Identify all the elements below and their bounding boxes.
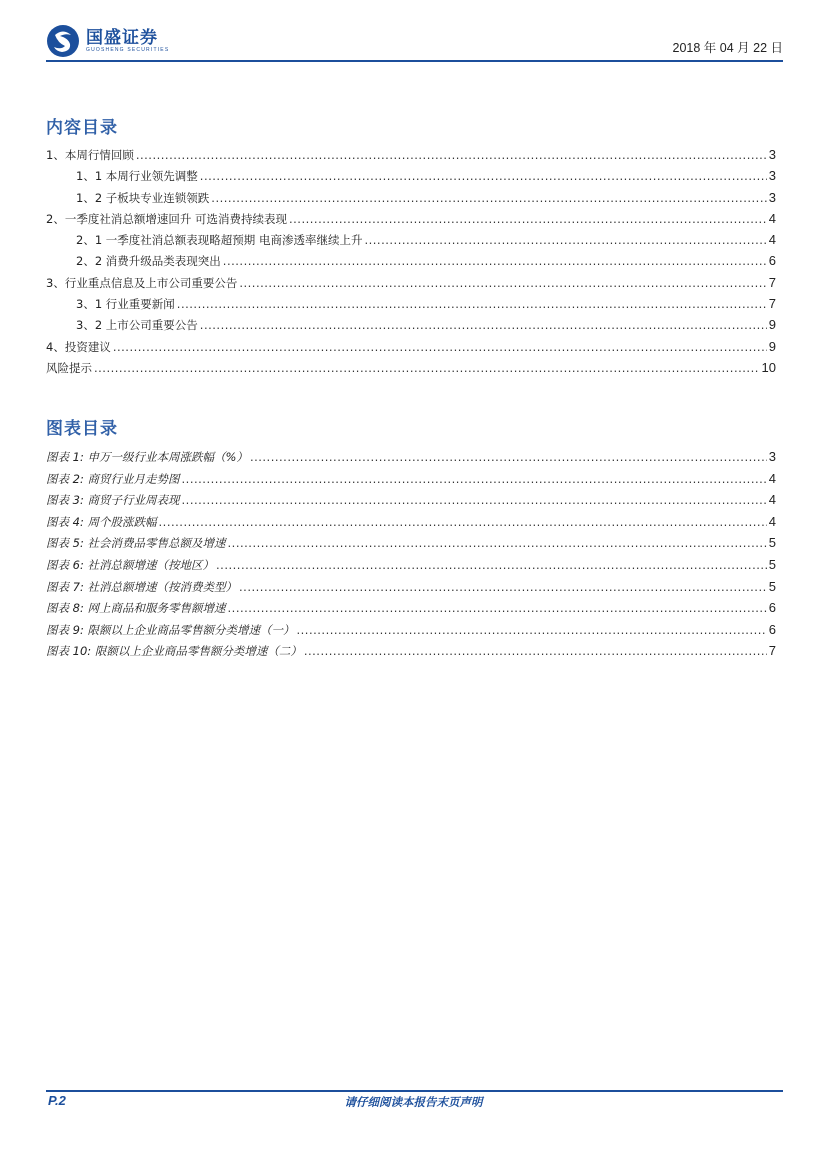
toc-entry-page: 7 [768,296,776,312]
toc-entry-label: 2、1 一季度社消总额表现略超预期 电商渗透率继续上升 [76,233,363,248]
leader-dots [250,450,767,464]
leader-dots [223,254,767,268]
toc-entry-page: 9 [768,317,776,333]
leader-dots [216,558,767,572]
toc-entry[interactable] [46,253,776,274]
logo-english-name: GUOSHENG SECURITIES [86,46,170,53]
leader-dots [182,493,767,507]
toc-entry-label: 3、1 行业重要新闻 [76,297,175,312]
figure-entry[interactable] [46,471,776,493]
figures-list [46,449,776,665]
leader-dots [228,536,767,550]
figure-entry[interactable] [46,535,776,557]
figure-entry-page: 4 [768,492,776,508]
toc-entry[interactable] [46,339,776,360]
report-date: 2018 年 04 月 22 日 [672,41,783,55]
logo-icon [46,24,80,58]
figure-entry[interactable] [46,643,776,665]
leader-dots [200,169,767,183]
figure-entry-label: 图表 3: 商贸子行业周表现 [46,493,180,508]
toc-entry-page: 7 [768,274,776,290]
toc-entry[interactable] [46,360,776,381]
toc-entry-label: 1、2 子板块专业连锁领跌 [76,190,210,205]
figure-entry[interactable] [46,449,776,471]
figure-entry[interactable] [46,622,776,644]
leader-dots [289,212,767,226]
footer-divider [46,1090,783,1092]
figure-entry-label: 图表 9: 限额以上企业商品零售额分类增速（一） [46,622,295,637]
figure-entry-page: 3 [768,449,776,464]
leader-dots [239,276,766,290]
figure-entry[interactable] [46,579,776,601]
toc-entry[interactable] [46,211,776,232]
leader-dots [159,515,767,529]
leader-dots [136,148,767,162]
logo-chinese-name: 国盛证券 [86,27,158,48]
leader-dots [113,340,767,354]
toc-entry-page: 4 [768,210,776,226]
toc-entry-page: 3 [768,147,776,162]
figure-entry-label: 图表 8: 网上商品和服务零售额增速 [46,601,226,616]
disclaimer-note: 请仔细阅读本报告末页声明 [344,1095,483,1109]
figure-entry-page: 4 [768,513,776,529]
leader-dots [211,191,766,205]
toc-entry[interactable] [46,296,776,317]
toc-entry-label: 1、本周行情回顾 [46,148,134,162]
toc-entry-page: 4 [768,232,776,248]
contents-list [46,147,776,381]
toc-entry[interactable] [46,190,776,211]
toc-entry[interactable] [46,168,776,189]
toc-entry-label: 风险提示 [46,360,92,375]
leader-dots [239,580,767,594]
figure-entry[interactable] [46,600,776,622]
leader-dots [228,601,767,615]
contents-title: 内容目录 [46,118,118,138]
figure-entry-label: 图表 1: 申万一级行业本周涨跌幅（%） [46,450,248,464]
figure-entry-page: 6 [768,600,776,616]
figure-entry-label: 图表 4: 周个股涨跌幅 [46,514,157,529]
toc-entry-label: 2、2 消费升级品类表现突出 [76,254,221,269]
figures-title: 图表目录 [46,419,118,439]
figure-entry-label: 图表 2: 商贸行业月走势图 [46,471,180,486]
leader-dots [177,297,767,311]
leader-dots [297,623,767,637]
toc-entry[interactable] [46,275,776,296]
toc-entry[interactable] [46,317,776,338]
figure-entry-page: 6 [768,621,776,637]
figure-entry-label: 图表 6: 社消总额增速（按地区） [46,557,215,572]
leader-dots [304,644,767,658]
toc-entry-page: 6 [768,253,776,269]
header-divider [46,60,783,62]
page-number: P.2 [48,1093,66,1108]
toc-entry[interactable] [46,232,776,253]
figure-entry[interactable] [46,514,776,536]
toc-entry-label: 2、一季度社消总额增速回升 可选消费持续表现 [46,211,287,226]
toc-entry-label: 1、1 本周行业领先调整 [76,169,198,184]
leader-dots [364,233,766,247]
toc-entry-page: 3 [768,168,776,184]
toc-entry-label: 3、行业重点信息及上市公司重要公告 [46,275,238,290]
toc-entry-page: 10 [761,359,776,375]
toc-entry[interactable] [46,147,776,168]
figure-entry-page: 5 [768,556,776,572]
leader-dots [94,361,760,375]
toc-entry-label: 3、2 上市公司重要公告 [76,318,198,333]
figure-entry-label: 图表 7: 社消总额增速（按消费类型） [46,579,238,594]
figure-entry-page: 4 [768,470,776,486]
figure-entry-label: 图表 5: 社会消费品零售总额及增速 [46,536,226,551]
figure-entry[interactable] [46,492,776,514]
figure-entry-page: 5 [768,578,776,594]
figure-entry-page: 5 [768,535,776,551]
figure-entry[interactable] [46,557,776,579]
figure-entry-page: 7 [768,643,776,659]
toc-entry-label: 4、投资建议 [46,339,111,354]
leader-dots [182,472,767,486]
toc-entry-page: 3 [768,189,776,205]
company-logo [46,24,169,58]
leader-dots [200,318,767,332]
figure-entry-label: 图表 10: 限额以上企业商品零售额分类增速（二） [46,644,302,659]
toc-entry-page: 9 [768,338,776,354]
page-header [46,24,783,64]
